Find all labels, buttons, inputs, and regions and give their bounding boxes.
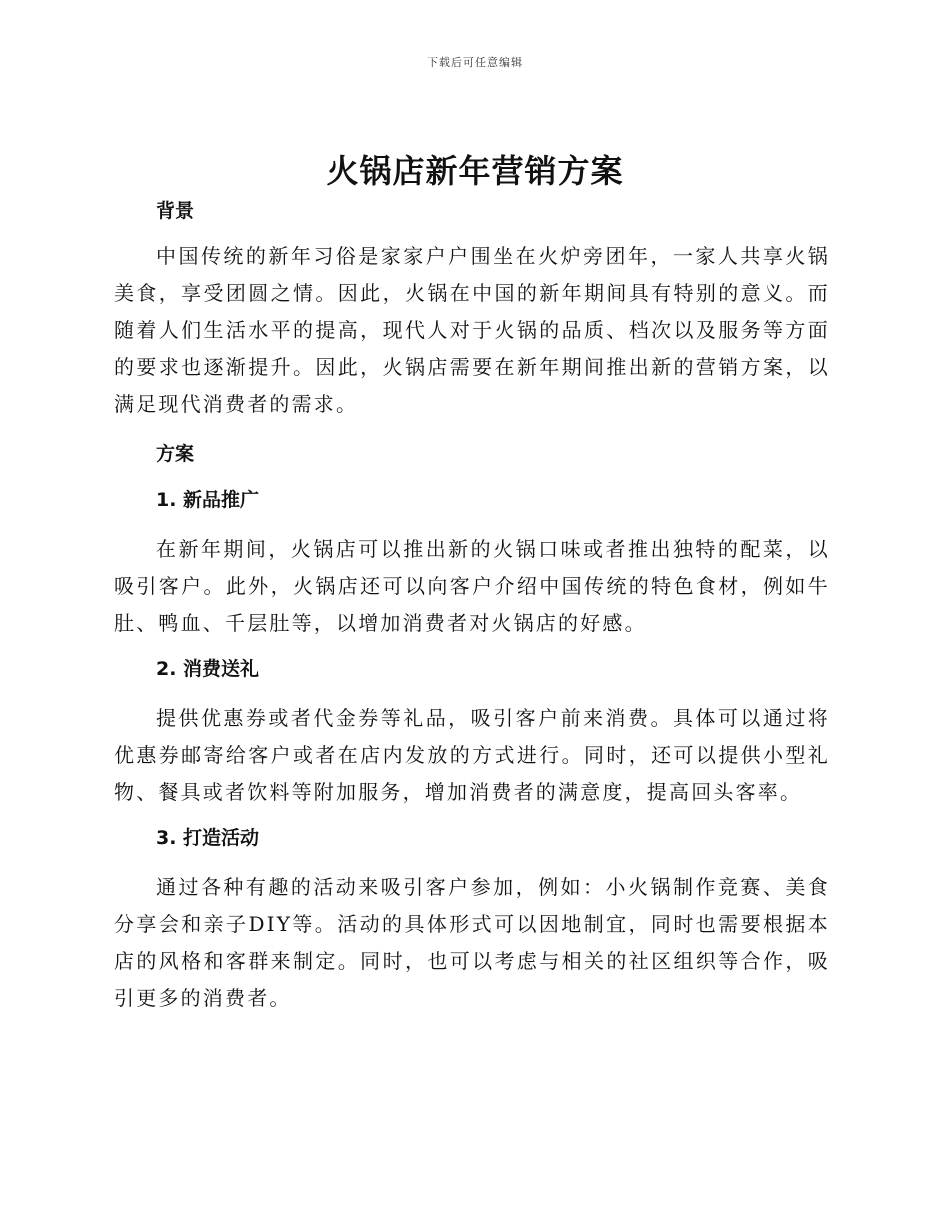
- document-title: 火锅店新年营销方案: [326, 152, 624, 190]
- document-body: [114, 196, 830, 1017]
- section-heading-new-product: 1. 新品推广: [156, 489, 260, 511]
- section-heading-activities: 3. 打造活动: [156, 827, 260, 849]
- header-note: 下载后可任意编辑: [427, 56, 523, 69]
- paragraph-activities: 通过各种有趣的活动来吸引客户参加，例如：小火锅制作竞赛、美食分享会和亲子DIY等。活动的具体形式可以因地制宜，同时也需要根据本店的风格和客群来制定。同时，也可以考虑与相关的社区组织等合作，吸引更多的消费者。: [114, 875, 830, 1010]
- paragraph-background: 中国传统的新年习俗是家家户户围坐在火炉旁团年，一家人共享火锅美食，享受团圆之情。因此，火锅在中国的新年期间具有特别的意义。而随着人们生活水平的提高，现代人对于火锅的品质、档次以及服务等方面的要求也逐渐提升。因此，火锅店需要在新年期间推出新的营销方案，以满足现代消费者的需求。: [114, 244, 830, 416]
- section-heading-plan: 方案: [156, 443, 195, 465]
- paragraph-gifts: 提供优惠券或者代金券等礼品，吸引客户前来消费。具体可以通过将优惠券邮寄给客户或者在店内发放的方式进行。同时，还可以提供小型礼物、餐具或者饮料等附加服务，增加消费者的满意度，提高回头客率。: [114, 706, 830, 804]
- section-heading-gifts: 2. 消费送礼: [156, 658, 260, 680]
- paragraph-new-product: 在新年期间，火锅店可以推出新的火锅口味或者推出独特的配菜，以吸引客户。此外，火锅店还可以向客户介绍中国传统的特色食材，例如牛肚、鸭血、千层肚等，以增加消费者对火锅店的好感。: [114, 537, 830, 635]
- section-heading-background: 背景: [156, 200, 195, 222]
